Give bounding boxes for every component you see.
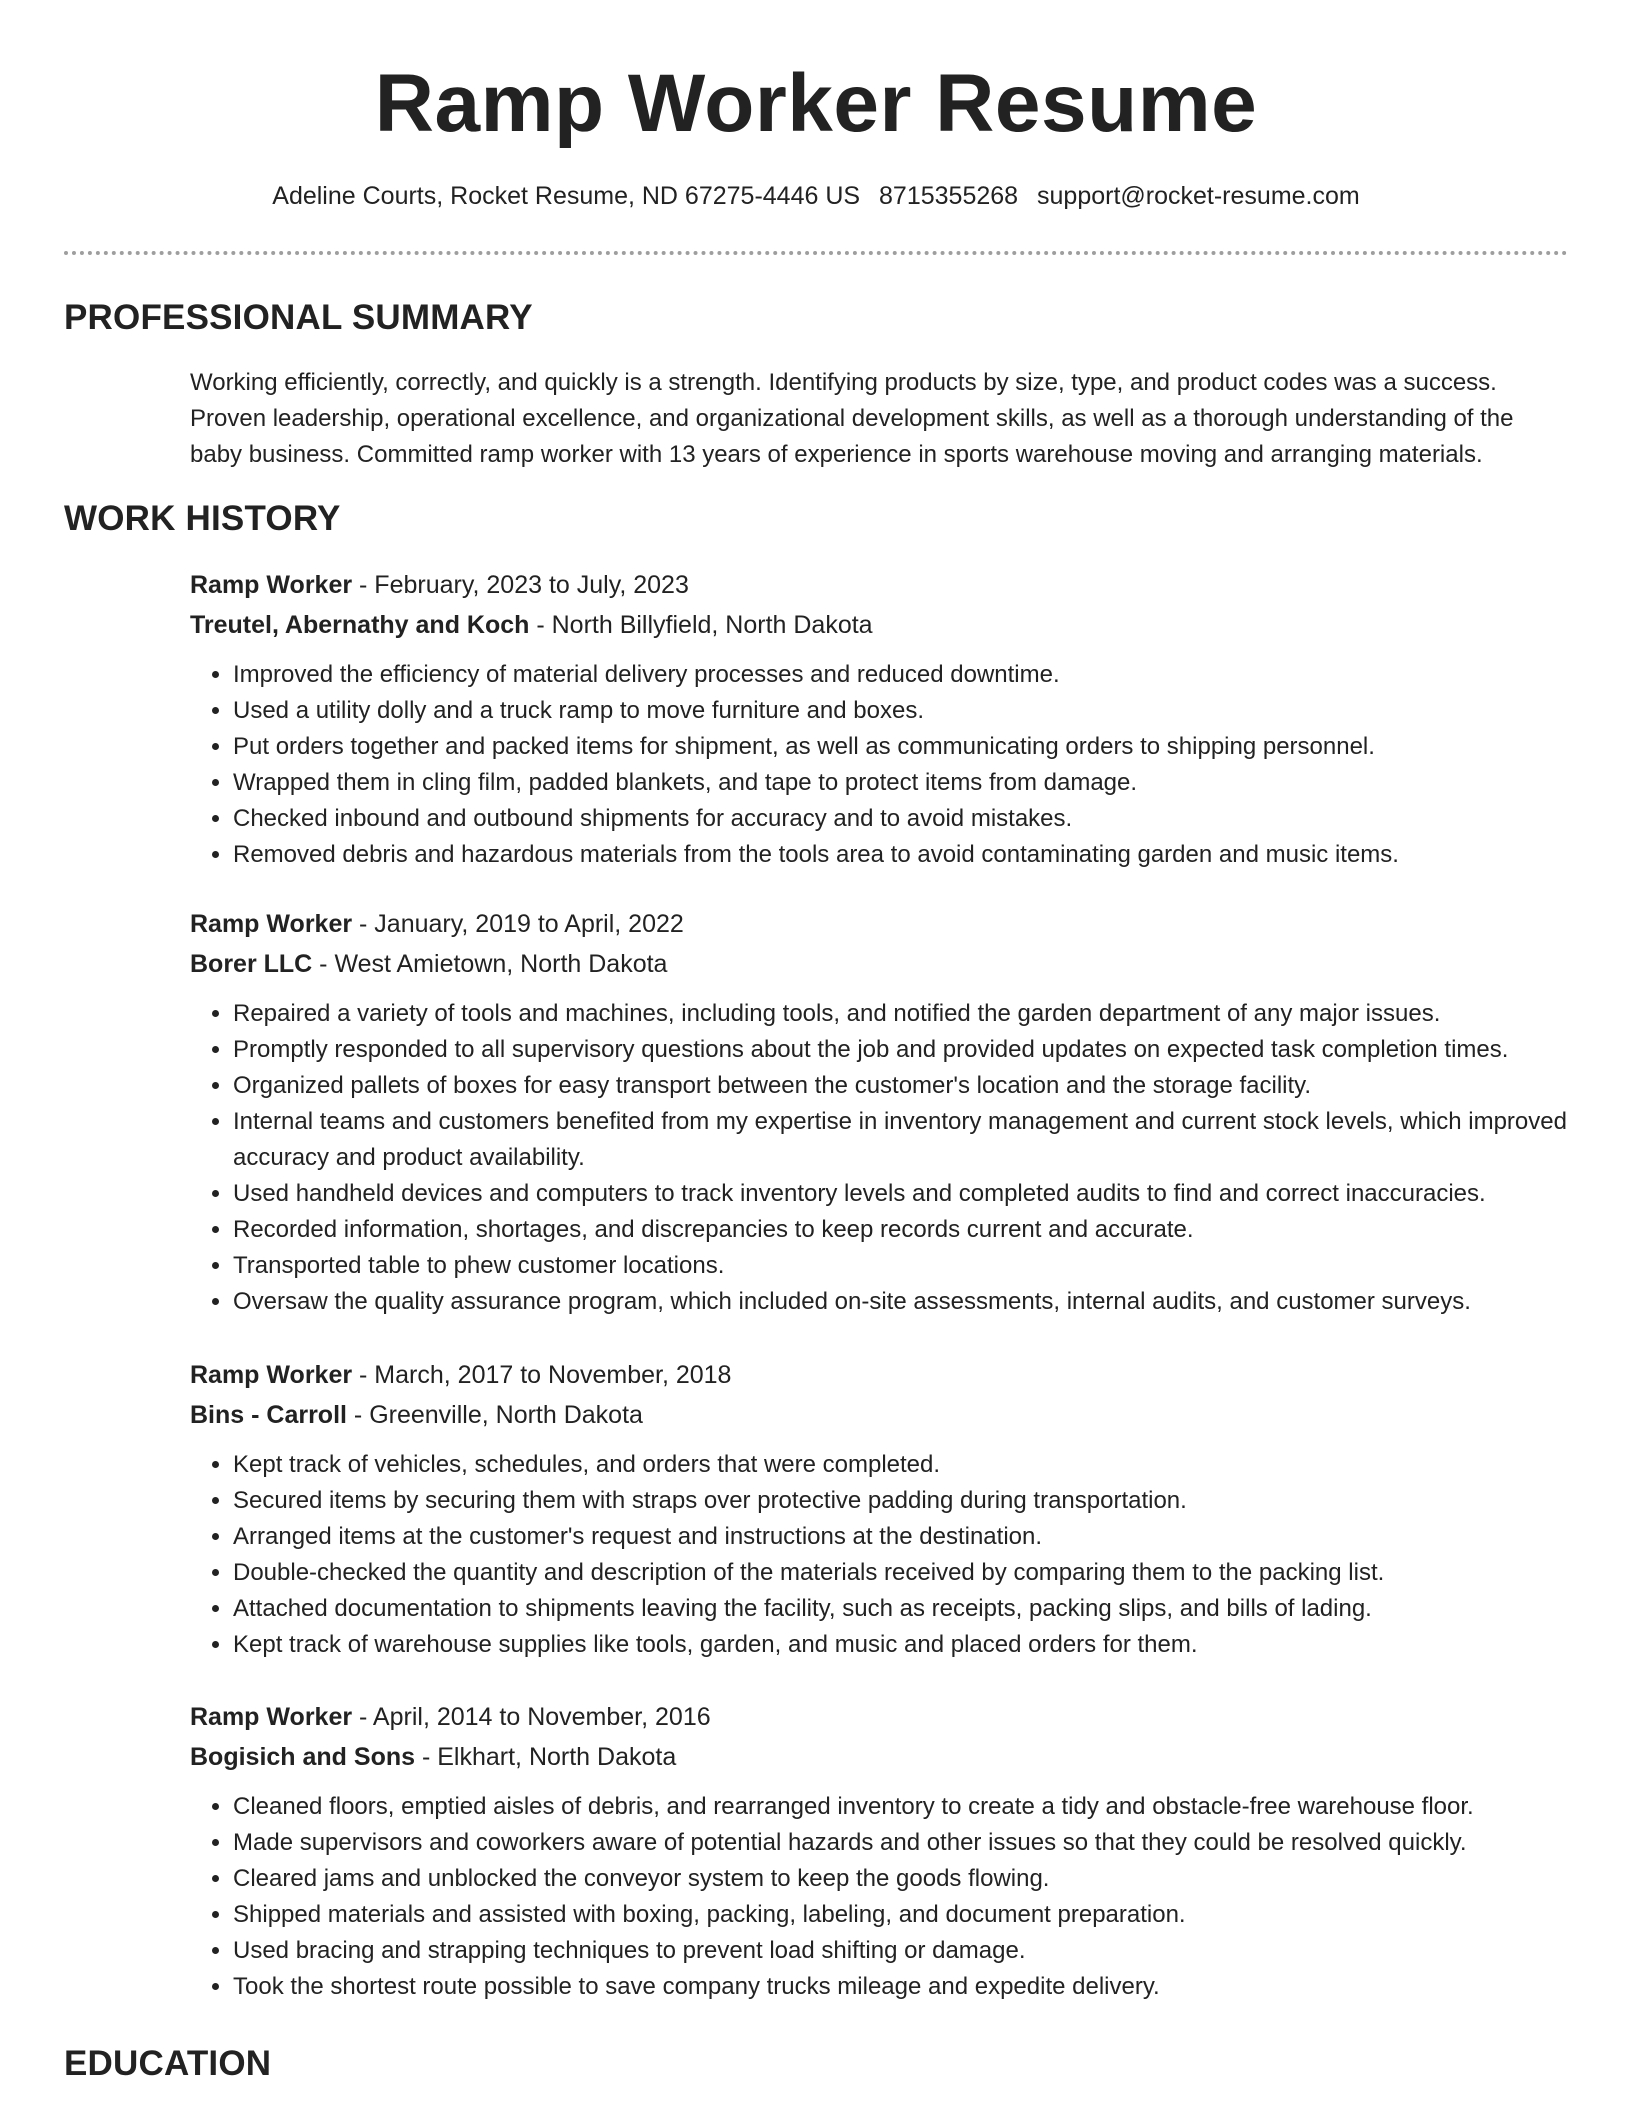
job-company-line xyxy=(190,605,1580,645)
job-bullet: • Kept track of warehouse supplies like tools, garden, and music and placed orders for them. xyxy=(233,1627,1580,1663)
contact-line xyxy=(64,181,1568,211)
job-company: Treutel, Abernathy and Koch xyxy=(190,611,530,639)
job-bullet: • Transported table to phew customer locations. xyxy=(233,1248,1580,1284)
job-title: Ramp Worker xyxy=(190,910,353,938)
job-bullets xyxy=(190,657,1580,873)
job-company: Bins - Carroll xyxy=(190,1401,347,1429)
section-title-summary: PROFESSIONAL SUMMARY xyxy=(64,298,533,337)
job-bullet: • Made supervisors and coworkers aware of potential hazards and other issues so that they could be resolved quickly. xyxy=(233,1825,1580,1861)
job-bullet: • Kept track of vehicles, schedules, and orders that were completed. xyxy=(233,1447,1580,1483)
job-company-line xyxy=(190,1737,1580,1777)
job-dates: - March, 2017 to November, 2018 xyxy=(352,1361,732,1389)
job-bullet: • Recorded information, shortages, and discrepancies to keep records current and accurate. xyxy=(233,1212,1580,1248)
job-location: - Elkhart, North Dakota xyxy=(415,1743,677,1771)
job-bullet: • Arranged items at the customer's request and instructions at the destination. xyxy=(233,1519,1580,1555)
job-bullet: • Wrapped them in cling film, padded blankets, and tape to protect items from damage. xyxy=(233,765,1580,801)
job-entry xyxy=(190,904,1580,1320)
job-location: - Greenville, North Dakota xyxy=(346,1401,643,1429)
section-title-education: EDUCATION xyxy=(64,2044,272,2083)
resume-title: Ramp Worker Resume xyxy=(374,58,1258,149)
contact-phone: 8715355268 xyxy=(879,182,1019,210)
job-title-line xyxy=(190,904,1580,944)
job-bullet: • Used a utility dolly and a truck ramp to move furniture and boxes. xyxy=(233,693,1580,729)
job-bullet: • Checked inbound and outbound shipments for accuracy and to avoid mistakes. xyxy=(233,801,1580,837)
section-title-work-history: WORK HISTORY xyxy=(64,499,341,538)
job-entry xyxy=(190,1355,1580,1663)
job-bullet: • Took the shortest route possible to save company trucks mileage and expedite delivery. xyxy=(233,1969,1580,2005)
contact-email: support@rocket-resume.com xyxy=(1037,182,1360,210)
job-bullet: • Attached documentation to shipments leaving the facility, such as receipts, packing slips, and bills of lading. xyxy=(233,1591,1580,1627)
contact-address: Adeline Courts, Rocket Resume, ND 67275-4446 US xyxy=(272,182,861,210)
job-bullet: • Double-checked the quantity and description of the materials received by comparing them to the packing list. xyxy=(233,1555,1580,1591)
job-bullet: • Shipped materials and assisted with boxing, packing, labeling, and document preparation. xyxy=(233,1897,1580,1933)
job-location: - West Amietown, North Dakota xyxy=(312,950,668,978)
job-bullet: • Oversaw the quality assurance program, which included on-site assessments, internal audits, and customer surveys. xyxy=(233,1284,1580,1320)
job-bullet: • Put orders together and packed items for shipment, as well as communicating orders to shipping personnel. xyxy=(233,729,1580,765)
job-bullet: • Secured items by securing them with straps over protective padding during transportation. xyxy=(233,1483,1580,1519)
job-bullet: • Repaired a variety of tools and machines, including tools, and notified the garden department of any major issues. xyxy=(233,996,1580,1032)
job-company: Bogisich and Sons xyxy=(190,1743,416,1771)
job-bullet: • Cleared jams and unblocked the conveyor system to keep the goods flowing. xyxy=(233,1861,1580,1897)
job-bullets xyxy=(190,996,1580,1320)
job-dates: - February, 2023 to July, 2023 xyxy=(352,571,689,599)
resume-header xyxy=(64,54,1568,210)
job-bullet: • Promptly responded to all supervisory questions about the job and provided updates on expected task completion times. xyxy=(233,1032,1580,1068)
job-title: Ramp Worker xyxy=(190,571,353,599)
job-company-line xyxy=(190,944,1580,984)
job-bullets xyxy=(190,1447,1580,1663)
job-bullet: • Cleaned floors, emptied aisles of debris, and rearranged inventory to create a tidy and obstacle-free warehouse floor. xyxy=(233,1789,1580,1825)
summary-text: Working efficiently, correctly, and quickly is a strength. Identifying products by size, type, and product codes was a success. Proven leadership, operational excellence, and organizational development skills, as well as a thorough understanding of the baby business. Committed ramp worker with 13 years of experience in sports warehouse moving and arranging materials. xyxy=(190,369,1514,468)
job-dates: - April, 2014 to November, 2016 xyxy=(352,1703,711,1731)
job-bullet: • Used handheld devices and computers to track inventory levels and completed audits to find and correct inaccuracies. xyxy=(233,1176,1580,1212)
job-title-line xyxy=(190,1697,1580,1737)
job-company-line xyxy=(190,1395,1580,1435)
job-title-line xyxy=(190,565,1580,605)
job-company: Borer LLC xyxy=(190,950,313,978)
job-bullet: • Removed debris and hazardous materials from the tools area to avoid contaminating garden and music items. xyxy=(233,837,1580,873)
job-bullet: • Organized pallets of boxes for easy transport between the customer's location and the storage facility. xyxy=(233,1068,1580,1104)
header-divider xyxy=(64,251,1568,255)
job-title: Ramp Worker xyxy=(190,1703,353,1731)
job-entry xyxy=(190,565,1580,873)
job-title: Ramp Worker xyxy=(190,1361,353,1389)
job-location: - North Billyfield, North Dakota xyxy=(529,611,873,639)
job-bullets xyxy=(190,1789,1580,2005)
job-bullet: • Internal teams and customers benefited from my expertise in inventory management and current stock levels, which improved accuracy and product availability. xyxy=(233,1104,1580,1176)
job-entry xyxy=(190,1697,1580,2005)
job-bullet: • Improved the efficiency of material delivery processes and reduced downtime. xyxy=(233,657,1580,693)
job-title-line xyxy=(190,1355,1580,1395)
job-bullet: • Used bracing and strapping techniques to prevent load shifting or damage. xyxy=(233,1933,1580,1969)
job-dates: - January, 2019 to April, 2022 xyxy=(352,910,684,938)
